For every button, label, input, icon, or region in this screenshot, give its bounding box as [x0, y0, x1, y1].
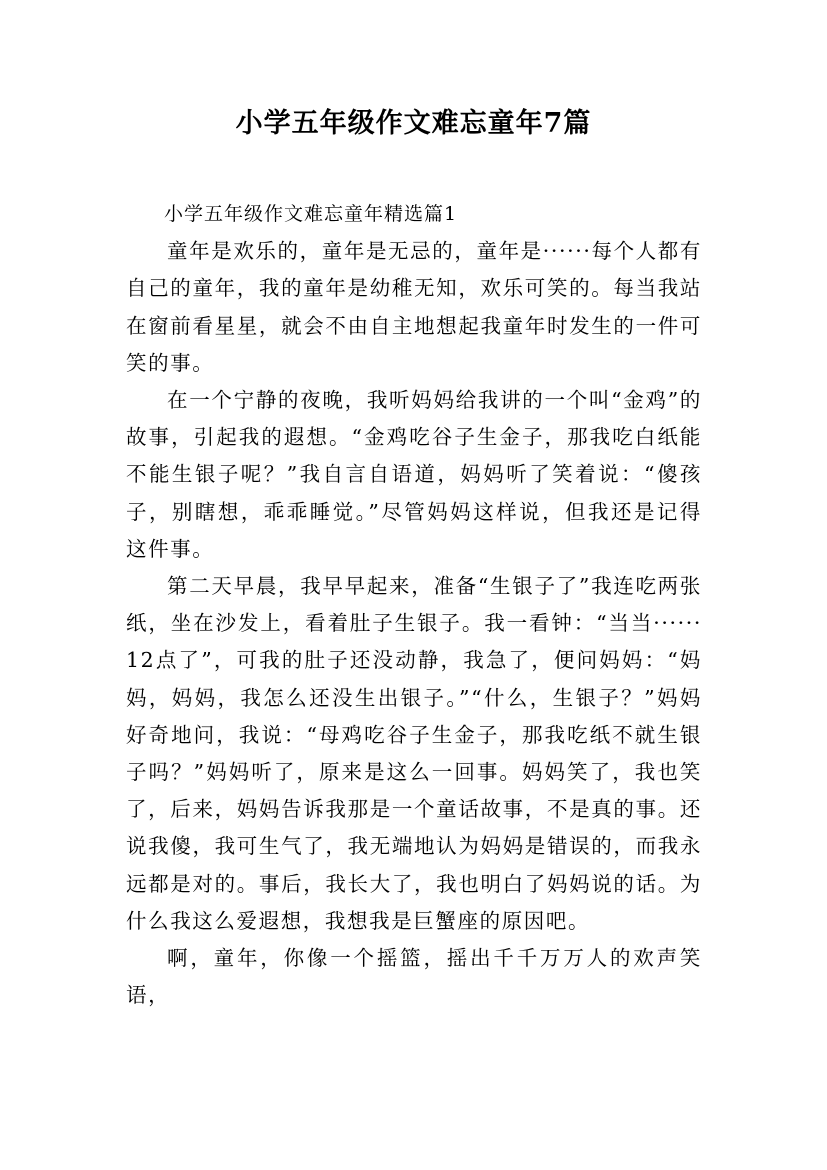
document-body	[126, 196, 702, 1014]
document-title: 小学五年级作文难忘童年7篇	[235, 108, 592, 139]
paragraph-3: 第二天早晨，我早早起来，准备“生银子了”我连吃两张纸，坐在沙发上，看着肚子生银子。我一看钟：“当当······12点了”，可我的肚子还没动静，我急了，便问妈妈：“妈妈，妈妈，我怎么还没生出银子。”“什么，生银子？”妈妈好奇地问，我说：“母鸡吃谷子生金子，那我吃纸不就生银子吗？”妈妈听了，原来是这么一回事。妈妈笑了，我也笑了，后来，妈妈告诉我那是一个童话故事，不是真的事。还说我傻，我可生气了，我无端地认为妈妈是错误的，而我永远都是对的。事后，我长大了，我也明白了妈妈说的话。为什么我这么爱遐想，我想我是巨蟹座的原因吧。	[126, 574, 702, 933]
paragraph-4: 啊，童年，你像一个摇篮，摇出千千万万人的欢声笑语，	[126, 946, 702, 1008]
paragraph-2: 在一个宁静的夜晚，我听妈妈给我讲的一个叫“金鸡”的故事，引起我的遐想。“金鸡吃谷子生金子，那我吃白纸能不能生银子呢？”我自言自语道，妈妈听了笑着说：“傻孩子，别瞎想，乖乖睡觉。”尽管妈妈这样说，但我还是记得这件事。	[126, 388, 702, 561]
section-heading: 小学五年级作文难忘童年精选篇1	[164, 203, 458, 225]
paragraph-1: 童年是欢乐的，童年是无忌的，童年是······每个人都有自己的童年，我的童年是幼稚无知，欢乐可笑的。每当我站在窗前看星星，就会不由自主地想起我童年时发生的一件可笑的事。	[126, 239, 702, 375]
